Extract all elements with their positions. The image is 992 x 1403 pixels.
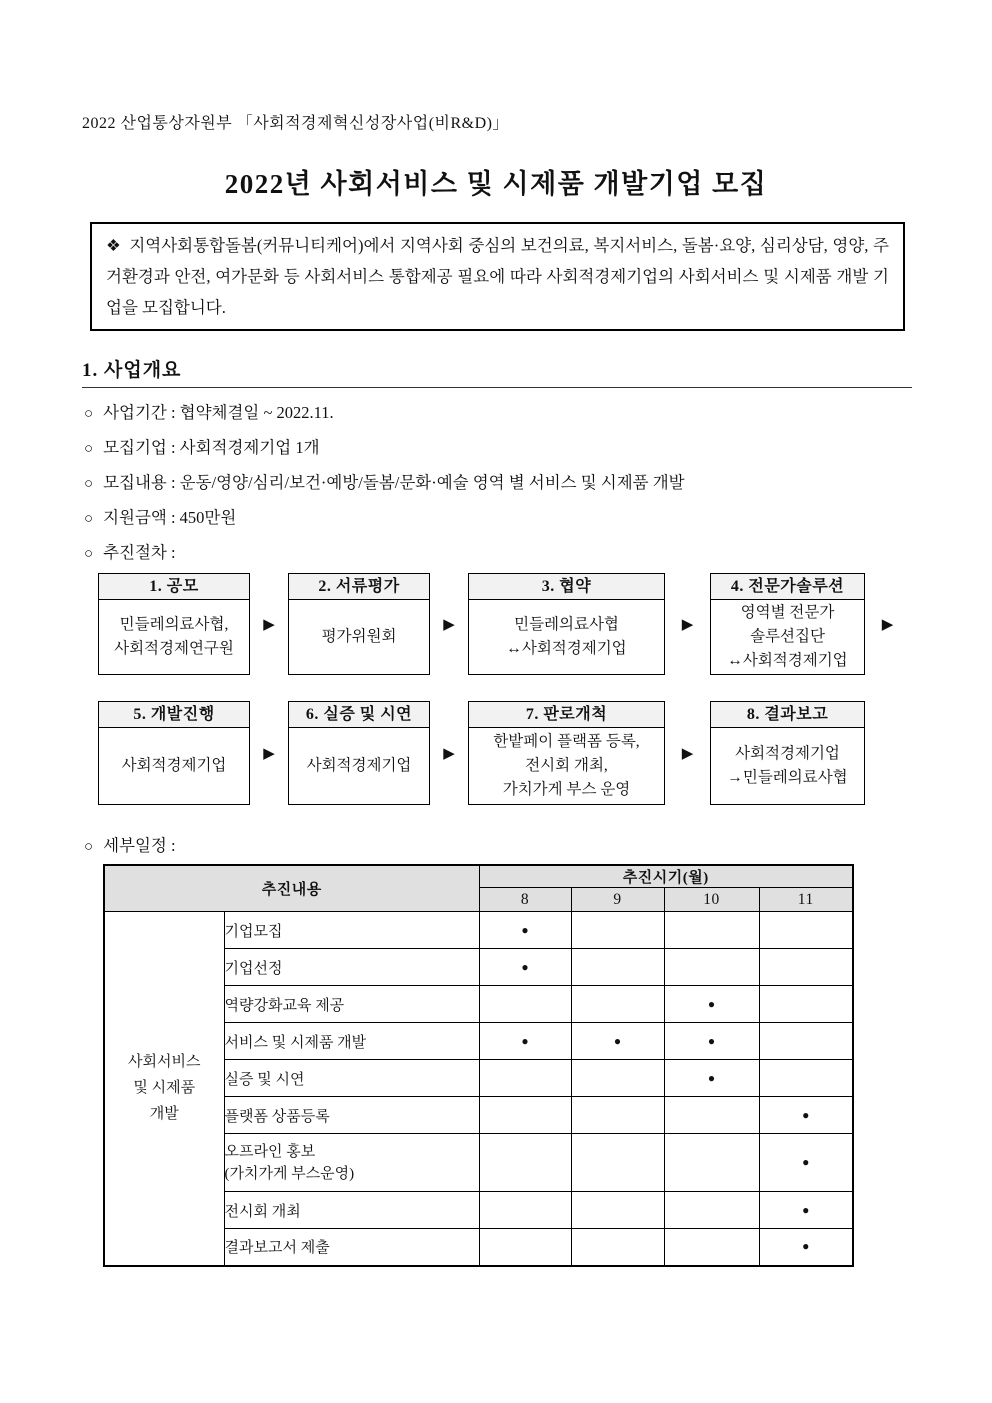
activity-cell: 기업모집: [224, 912, 479, 949]
right-arrow-icon: ▶: [881, 615, 894, 633]
month-cell: [664, 1097, 759, 1134]
process-step-body: [711, 600, 864, 674]
circle-bullet-icon: ○: [84, 839, 94, 855]
right-arrow-icon: ▶: [263, 615, 275, 633]
right-arrow-icon: ▶: [681, 744, 694, 762]
process-step-2: [288, 573, 430, 675]
step-line: 민들레의료사협: [514, 616, 619, 633]
month-cell: ●: [759, 1192, 853, 1229]
overview-list: [84, 396, 992, 571]
process-flow-row-2: [98, 701, 992, 805]
month-cell: ●: [759, 1229, 853, 1266]
step-line: 사회적경제기업: [306, 757, 412, 774]
month-cell: ●: [664, 1060, 759, 1097]
table-row: [104, 912, 853, 949]
step-line: →민들레의료사협: [727, 769, 848, 786]
list-item: [84, 536, 992, 571]
process-step-body: [99, 728, 249, 804]
month-cell: [664, 1229, 759, 1266]
month-cell: [664, 912, 759, 949]
month-cell: [664, 1134, 759, 1192]
list-item: [84, 466, 992, 501]
month-cell: ●: [759, 1097, 853, 1134]
circle-bullet-icon: ○: [84, 511, 94, 527]
activity-cell: 기업선정: [224, 949, 479, 986]
activity-cell: 결과보고서 제출: [224, 1229, 479, 1266]
process-step-1: [98, 573, 250, 675]
step-line: ↔사회적경제기업: [506, 640, 627, 657]
process-step-title: 3. 협약: [469, 574, 664, 600]
page-title: 2022년 사회서비스 및 시제품 개발기업 모집: [224, 169, 768, 199]
step-line: 사회적경제연구원: [114, 640, 234, 657]
circle-bullet-icon: ○: [84, 476, 94, 492]
month-header: 10: [664, 888, 759, 912]
intro-text: 지역사회통합돌봄(커뮤니티케어)에서 지역사회 중심의 보건의료, 복지서비스, 돌봄·요양, 심리상담, 영양, 주거환경과 안전, 여가문화 등 사회서비스 통합제공 필요에 따라 사회적경제기업의 사회서비스 및 시제품 개발 기업을 모집합니다.: [106, 236, 889, 317]
activity-cell: [224, 1134, 479, 1192]
process-step-title: 7. 판로개척: [469, 702, 664, 728]
process-step-title: 4. 전문가솔루션: [711, 574, 864, 600]
activity-line: (가치가게 부스운영): [224, 1165, 355, 1182]
month-cell: ●: [664, 986, 759, 1023]
category-line: 및 시제품: [133, 1080, 196, 1097]
right-arrow-icon: ▶: [443, 744, 455, 762]
month-cell: [571, 986, 664, 1023]
process-step-6: [288, 701, 430, 805]
process-step-title: 2. 서류평가: [289, 574, 429, 600]
step-line: 가치가게 부스 운영: [502, 781, 631, 798]
process-step-body: [469, 728, 664, 804]
section-heading: 1. 사업개요: [82, 355, 912, 388]
step-line: 솔루션집단: [750, 628, 825, 645]
circle-bullet-icon: ○: [84, 406, 94, 422]
step-line: 사회적경제기업: [735, 745, 840, 762]
month-cell: [759, 949, 853, 986]
month-cell: [571, 1060, 664, 1097]
activity-cell: 역량강화교육 제공: [224, 986, 479, 1023]
process-step-4: [710, 573, 865, 675]
schedule-table: [103, 864, 854, 1267]
activity-line: 오프라인 홍보: [224, 1143, 316, 1160]
list-item: [84, 431, 992, 466]
process-step-title: 6. 실증 및 시연: [289, 702, 429, 728]
process-flow-row-1: [98, 573, 992, 675]
step-line: ↔사회적경제기업: [727, 652, 848, 669]
month-cell: ●: [571, 1023, 664, 1060]
list-item-text: 추진절차 :: [103, 543, 176, 562]
process-step-body: [99, 600, 249, 674]
process-step-title: 8. 결과보고: [711, 702, 864, 728]
month-cell: ●: [664, 1023, 759, 1060]
month-cell: [759, 1023, 853, 1060]
category-cell: [104, 912, 224, 1266]
process-step-8: [710, 701, 865, 805]
month-cell: [759, 1060, 853, 1097]
category-line: 개발: [149, 1106, 179, 1123]
step-line: 전시회 개최,: [525, 757, 608, 774]
schedule-label-text: 세부일정 :: [103, 836, 176, 855]
header-content: 추진내용: [104, 865, 479, 912]
right-arrow-icon: ▶: [263, 744, 275, 762]
step-line: 한밭페이 플랙폼 등록,: [493, 733, 640, 750]
month-cell: [479, 986, 571, 1023]
month-cell: [571, 1134, 664, 1192]
month-cell: ●: [479, 949, 571, 986]
process-step-body: [289, 600, 429, 674]
category-line: 사회서비스: [128, 1054, 201, 1071]
right-arrow-icon: ▶: [681, 615, 694, 633]
process-step-body: [289, 728, 429, 804]
process-step-title: 1. 공모: [99, 574, 249, 600]
month-cell: [479, 1060, 571, 1097]
month-cell: [479, 1097, 571, 1134]
month-cell: [571, 1097, 664, 1134]
month-cell: ●: [479, 912, 571, 949]
month-cell: [571, 912, 664, 949]
intro-box: [90, 222, 905, 331]
process-step-5: [98, 701, 250, 805]
list-item-text: 지원금액 : 450만원: [103, 508, 237, 527]
list-item-text: 모집기업 : 사회적경제기업 1개: [103, 438, 320, 457]
step-line: 영역별 전문가: [740, 604, 835, 621]
month-cell: [664, 949, 759, 986]
table-header-row: [104, 865, 853, 888]
circle-bullet-icon: ○: [84, 441, 94, 457]
list-item-text: 모집내용 : 운동/영양/심리/보건·예방/돌봄/문화·예술 영역 별 서비스 및 시제품 개발: [103, 473, 685, 492]
month-cell: [571, 1192, 664, 1229]
list-item: [84, 396, 992, 431]
process-step-body: [469, 600, 664, 674]
step-line: 사회적경제기업: [121, 757, 227, 774]
header-months-group: 추진시기(월): [479, 865, 853, 888]
schedule-label: [84, 829, 992, 864]
month-cell: [479, 1134, 571, 1192]
month-header: 11: [759, 888, 853, 912]
program-line: 2022 산업통상자원부 「사회적경제혁신성장사업(비R&D)」: [82, 115, 509, 132]
process-step-body: [711, 728, 864, 804]
month-cell: [571, 949, 664, 986]
activity-cell: 실증 및 시연: [224, 1060, 479, 1097]
right-arrow-icon: ▶: [443, 615, 455, 633]
activity-cell: 플랫폼 상품등록: [224, 1097, 479, 1134]
circle-bullet-icon: ○: [84, 546, 94, 562]
month-cell: [664, 1192, 759, 1229]
month-cell: [479, 1229, 571, 1266]
month-cell: [479, 1192, 571, 1229]
activity-cell: 서비스 및 시제품 개발: [224, 1023, 479, 1060]
list-item: [84, 501, 992, 536]
step-line: 민들레의료사협,: [119, 616, 229, 633]
process-step-7: [468, 701, 665, 805]
list-item-text: 사업기간 : 협약체결일 ~ 2022.11.: [103, 403, 334, 422]
month-cell: [759, 912, 853, 949]
process-step-3: [468, 573, 665, 675]
month-cell: [571, 1229, 664, 1266]
step-line: 평가위원회: [321, 628, 397, 645]
month-cell: [759, 986, 853, 1023]
month-header: 9: [571, 888, 664, 912]
activity-cell: 전시회 개최: [224, 1192, 479, 1229]
month-cell: ●: [759, 1134, 853, 1192]
month-cell: ●: [479, 1023, 571, 1060]
process-step-title: 5. 개발진행: [99, 702, 249, 728]
diamond-marker-icon: ❖: [106, 236, 122, 255]
month-header: 8: [479, 888, 571, 912]
